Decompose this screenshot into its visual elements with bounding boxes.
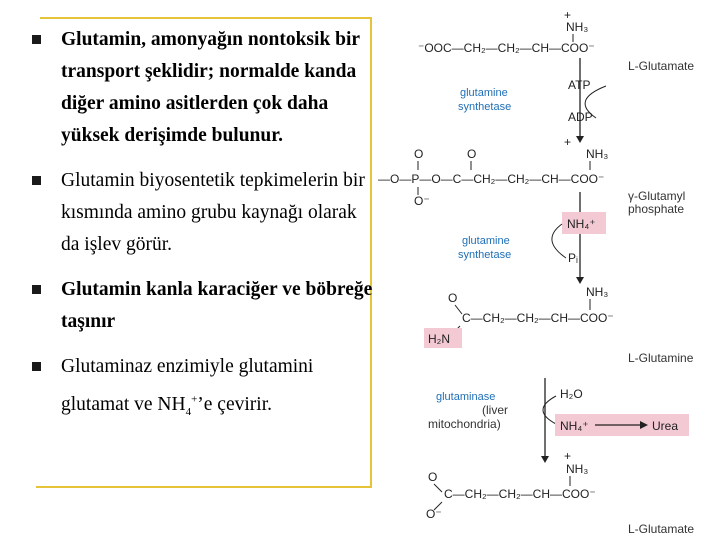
h2n-label: H₂N	[428, 332, 450, 346]
h2o-label: H₂O	[560, 387, 583, 401]
arrowhead-icon	[576, 136, 584, 143]
plus-sign: +	[564, 449, 572, 463]
label-gp: γ-Glutamyl	[628, 189, 686, 203]
nh4-label: NH₄⁺	[560, 419, 589, 433]
bullet-text: Glutamin biyosentetik tepkimelerin bir kısmında amino grubu kaynağı olarak da işlev görür.	[61, 170, 365, 255]
o-label: O	[448, 291, 458, 305]
bullet-text: Glutaminaz enzimiyle glutamini glutamat ve $NH_4^+’e$ çevirir.	[61, 356, 314, 418]
enzyme-label: (liver	[482, 403, 508, 417]
gp-formula: —O—P—O—C—CH₂—CH₂—CH—COO⁻	[378, 172, 605, 186]
pi-label: Pᵢ	[568, 251, 578, 265]
o-minus-label: O⁻	[426, 507, 442, 521]
o-label: O	[428, 470, 438, 484]
nh4-label: NH₄⁺	[567, 217, 596, 231]
adp-label: ADP	[568, 110, 593, 124]
label-gp: phosphate	[628, 202, 685, 216]
enzyme-label: glutamine	[462, 235, 510, 247]
glutamate-formula-2: C—CH₂—CH₂—CH—COO⁻	[444, 487, 596, 501]
plus-sign: +	[564, 8, 572, 22]
o-label: O	[414, 147, 424, 161]
nh3-label: NH₃	[566, 462, 589, 476]
label-glutamine: L-Glutamine	[628, 351, 694, 365]
urea-label: Urea	[652, 419, 679, 433]
enzyme-label: glutaminase	[436, 391, 496, 403]
arrowhead-icon	[576, 277, 584, 284]
enzyme-label: glutamine	[460, 87, 508, 99]
atp-label: ATP	[568, 78, 591, 92]
nh3-label: NH₃	[566, 20, 589, 34]
enzyme-label: synthetase	[458, 249, 512, 261]
label-glutamate: L-Glutamate	[628, 59, 695, 73]
nh3-label: NH₃	[586, 285, 609, 299]
bullet-text: Glutamin kanla karaciğer ve böbreğe taşınır	[61, 279, 373, 332]
label-glutamate-2: L-Glutamate	[628, 522, 695, 536]
bond-line	[455, 305, 462, 314]
o-minus-label: O⁻	[414, 194, 430, 208]
glutamate-formula: ⁻OOC—CH₂—CH₂—CH—COO⁻	[418, 41, 595, 55]
glutamine-formula: C—CH₂—CH₂—CH—COO⁻	[462, 311, 614, 325]
bond-line	[434, 484, 442, 492]
bullet-text: Glutamin, amonyağın nontoksik bir transport şeklidir; normalde kanda diğer amino asitlerden çok daha yüksek derişimde bulunur.	[61, 29, 360, 146]
nh3-label: NH₃	[586, 147, 609, 161]
plus-sign: +	[564, 135, 572, 149]
enzyme-label: synthetase	[458, 101, 512, 113]
enzyme-label: mitochondria)	[428, 417, 501, 431]
arrowhead-icon	[541, 456, 549, 463]
o-label: O	[467, 147, 477, 161]
